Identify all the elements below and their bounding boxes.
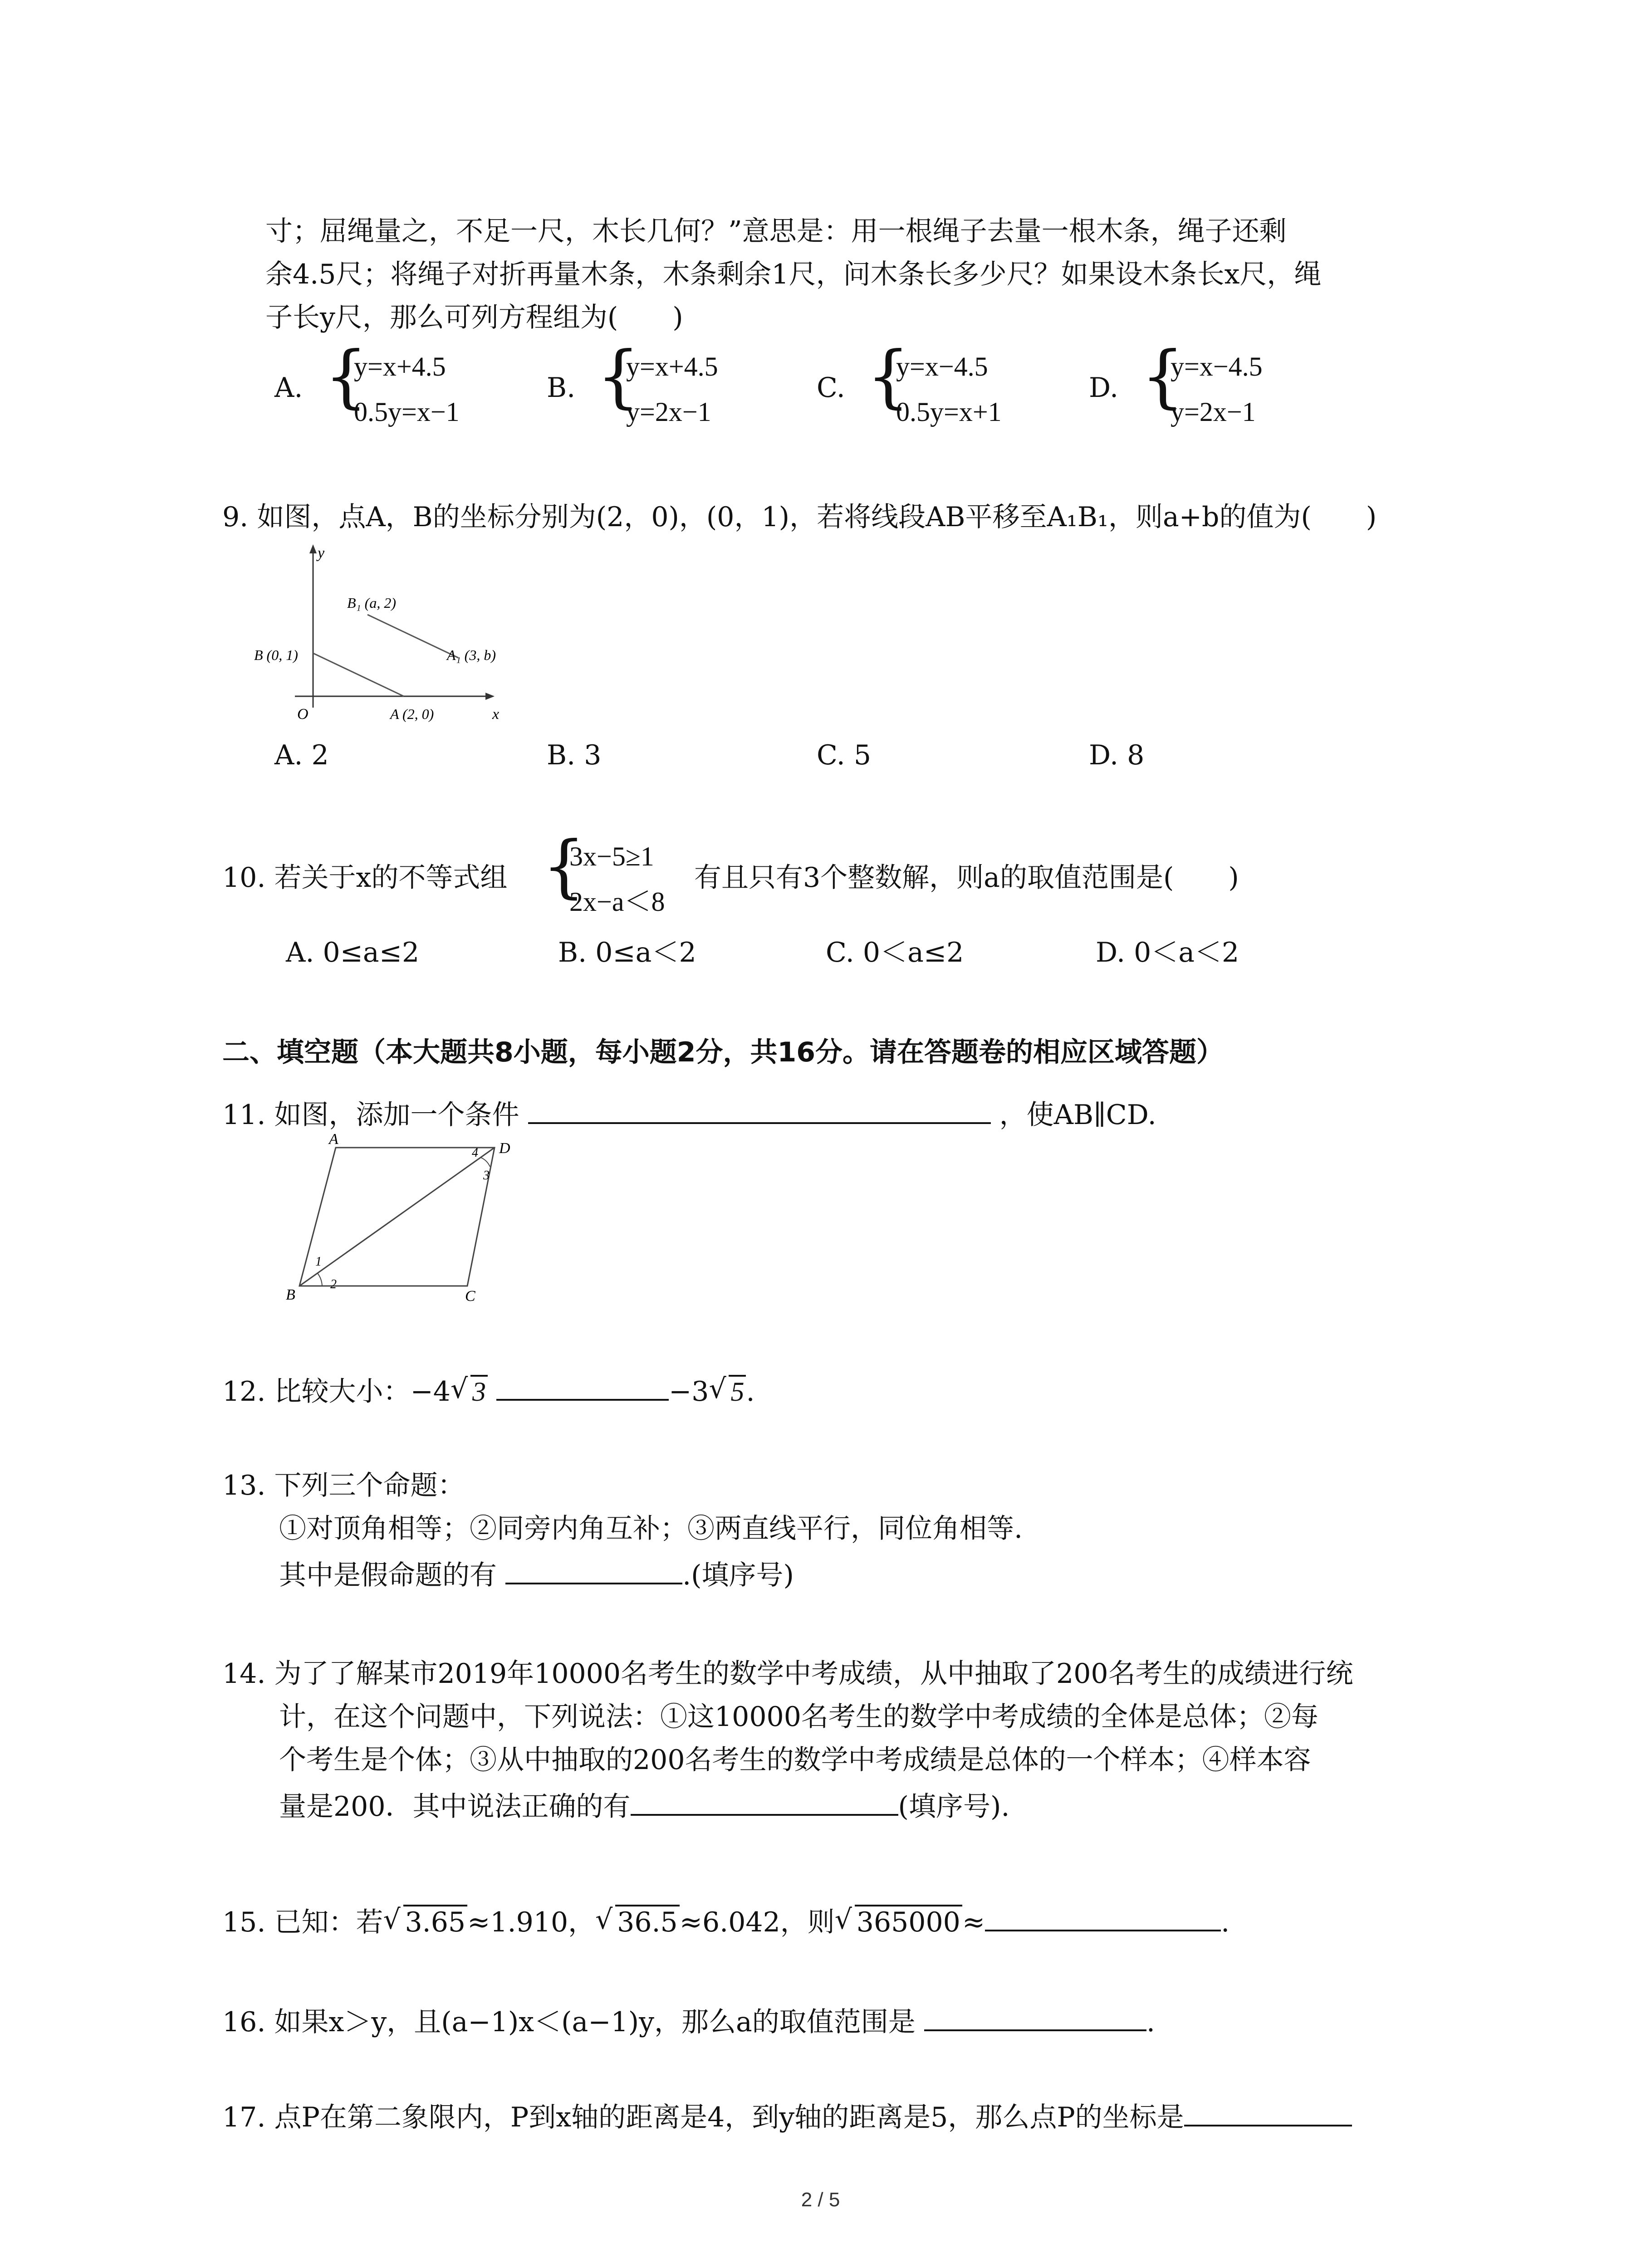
option-label: D. <box>1089 372 1119 404</box>
q17-text: 17. 点P在第二象限内，P到x轴的距离是4，到y轴的距离是5，那么点P的坐标是 <box>222 2102 1184 2133</box>
q9-coordinate-figure <box>254 540 535 732</box>
q17-line <box>222 2096 1352 2136</box>
q10-inequality-2: 2x−a＜8 <box>569 887 665 917</box>
equation-1: y=x−4.5 <box>1171 352 1263 381</box>
left-brace: { <box>542 827 586 906</box>
q11-suffix: ，使AB∥CD. <box>999 1099 1156 1131</box>
q12-line <box>222 1370 755 1410</box>
q10-suffix: 有且只有3个整数解，则a的取值范围是( ) <box>694 862 1239 894</box>
q14-line-4 <box>279 1785 1009 1825</box>
vertex-c: C <box>465 1288 475 1305</box>
option-label: B. <box>547 372 576 404</box>
q8-line-2: 余4.5尺；将绳子对折再量木条，木条剩余1尺，问木条长多少尺？如果设木条长x尺，绳 <box>265 259 1322 290</box>
q15-prefix: 15. 已知：若 <box>222 1906 383 1938</box>
q13-suffix: .(填序号) <box>682 1559 794 1591</box>
vertex-d: D <box>499 1140 510 1157</box>
q8-line-3: 子长y尺，那么可列方程组为( ) <box>265 302 683 333</box>
q14-answer-blank[interactable] <box>631 1785 898 1816</box>
angle-3-label: 3 <box>483 1168 490 1183</box>
equation-2: 0.5y=x−1 <box>354 397 460 427</box>
equation-1: y=x+4.5 <box>354 352 446 381</box>
q13-prefix: 其中是假命题的有 <box>279 1559 497 1591</box>
q11-parallelogram-figure <box>272 1134 554 1308</box>
q12-mid: −3 <box>669 1376 709 1408</box>
q14-line-2: 计，在这个问题中，下列说法：①这10000名考生的数学中考成绩的全体是总体；②每 <box>279 1701 1318 1733</box>
q15-answer-blank[interactable] <box>985 1901 1221 1931</box>
equation-1: y=x−4.5 <box>896 352 988 381</box>
sqrt-3-65: √ 3.65 <box>383 1904 468 1941</box>
q15-approx: ≈ <box>962 1906 985 1938</box>
q9-option-c[interactable]: C. 5 <box>817 739 872 771</box>
coordinate-diagram <box>254 540 535 730</box>
q15-line <box>222 1901 1230 1941</box>
q13-line-3 <box>279 1554 794 1593</box>
q12-prefix: 12. 比较大小：−4 <box>222 1376 451 1408</box>
q14-prefix: 量是200．其中说法正确的有 <box>279 1791 631 1823</box>
q10-inequality-1: 3x−5≥1 <box>569 841 654 871</box>
q8-line-1: 寸；屈绳量之，不足一尺，木长几何？”意思是：用一根绳子去量一根木条，绳子还剩 <box>265 215 1287 247</box>
sqrt-5: √ 5 <box>709 1374 746 1410</box>
sqrt-3: √ 3 <box>451 1374 488 1410</box>
equation-2: y=2x−1 <box>1171 397 1256 427</box>
q15-value-1: ≈1.910， <box>467 1906 596 1938</box>
origin-label: O <box>297 706 309 723</box>
q11-prefix: 11. 如图，添加一个条件 <box>222 1099 519 1131</box>
q14-suffix: (填序号). <box>898 1791 1010 1823</box>
label-a1: A₁ (3, b) <box>447 647 496 663</box>
q9-option-d[interactable]: D. 8 <box>1089 739 1145 771</box>
q15-end: . <box>1221 1906 1230 1938</box>
q11-line <box>222 1093 1156 1133</box>
q10-option-b[interactable]: B. 0≤a＜2 <box>558 937 696 968</box>
x-axis-label: x <box>492 706 500 723</box>
q13-answer-blank[interactable] <box>505 1554 682 1584</box>
q10-option-a[interactable]: A. 0≤a≤2 <box>286 937 420 968</box>
y-axis-arrow <box>309 544 317 553</box>
sqrt-365000: √ 365000 <box>835 1904 962 1941</box>
parallelogram-diagram <box>272 1134 554 1306</box>
left-brace: { <box>324 337 368 416</box>
q14-line-1: 14. 为了了解某市2019年10000名考生的数学中考成绩，从中抽取了200名考生的成绩进行统 <box>222 1658 1353 1690</box>
label-a: A (2, 0) <box>390 706 434 722</box>
angle-1-label: 1 <box>315 1255 322 1269</box>
diagonal-bd <box>299 1148 495 1286</box>
q10-prefix: 10. 若关于x的不等式组 <box>222 862 508 894</box>
q16-text: 16. 如果x＞y，且(a−1)x＜(a−1)y，那么a的取值范围是 <box>222 2006 916 2038</box>
angle-2-label: 2 <box>330 1277 337 1291</box>
q15-value-2: ≈6.042，则 <box>679 1906 835 1938</box>
segment-a1b1 <box>367 615 458 658</box>
left-brace: { <box>1141 337 1185 416</box>
angle-4-label: 4 <box>472 1146 478 1160</box>
option-label: C. <box>817 372 845 404</box>
sqrt-36-5: √ 36.5 <box>595 1904 680 1941</box>
angle-arc-3 <box>481 1158 490 1167</box>
option-label: A. <box>274 372 303 404</box>
q16-answer-blank[interactable] <box>924 2000 1146 2031</box>
q9-text: 9. 如图，点A，B的坐标分别为(2，0)，(0，1)，若将线段AB平移至A₁B₁，则a+b的值为( ) <box>222 501 1377 533</box>
vertex-b: B <box>286 1286 295 1303</box>
q17-answer-blank[interactable] <box>1184 2096 1352 2126</box>
equation-2: y=2x−1 <box>626 397 711 427</box>
equation-2: 0.5y=x+1 <box>896 397 1002 427</box>
section-heading: 二、填空题（本大题共8小题，每小题2分，共16分。请在答题卷的相应区域答题） <box>222 1036 1224 1068</box>
x-axis-arrow <box>485 693 495 700</box>
q9-option-b[interactable]: B. 3 <box>547 739 602 771</box>
equation-1: y=x+4.5 <box>626 352 718 381</box>
left-brace: { <box>867 337 910 416</box>
label-b: B (0, 1) <box>254 647 298 663</box>
q10-option-c[interactable]: C. 0＜a≤2 <box>826 937 964 968</box>
q9-option-a[interactable]: A. 2 <box>274 739 329 771</box>
q12-end: . <box>746 1376 755 1408</box>
q14-line-3: 个考生是个体；③从中抽取的200名考生的数学中考成绩是总体的一个样本；④样本容 <box>279 1744 1311 1776</box>
angle-arc-1 <box>318 1273 322 1286</box>
q16-line <box>222 2000 1155 2040</box>
q10-option-d[interactable]: D. 0＜a＜2 <box>1096 937 1239 968</box>
vertex-a: A <box>329 1134 338 1148</box>
q16-end: . <box>1146 2006 1155 2038</box>
y-axis-label: y <box>318 545 325 562</box>
segment-ab <box>313 653 404 696</box>
page-number: 2 / 5 <box>801 2189 840 2211</box>
left-brace: { <box>597 337 640 416</box>
q13-line-2: ①对顶角相等；②同旁内角互补；③两直线平行，同位角相等. <box>279 1513 1023 1545</box>
q13-line-1: 13. 下列三个命题： <box>222 1470 465 1501</box>
q11-answer-blank[interactable] <box>528 1093 991 1124</box>
label-b1: B₁ (a, 2) <box>347 595 396 611</box>
q12-answer-blank[interactable] <box>496 1370 669 1401</box>
